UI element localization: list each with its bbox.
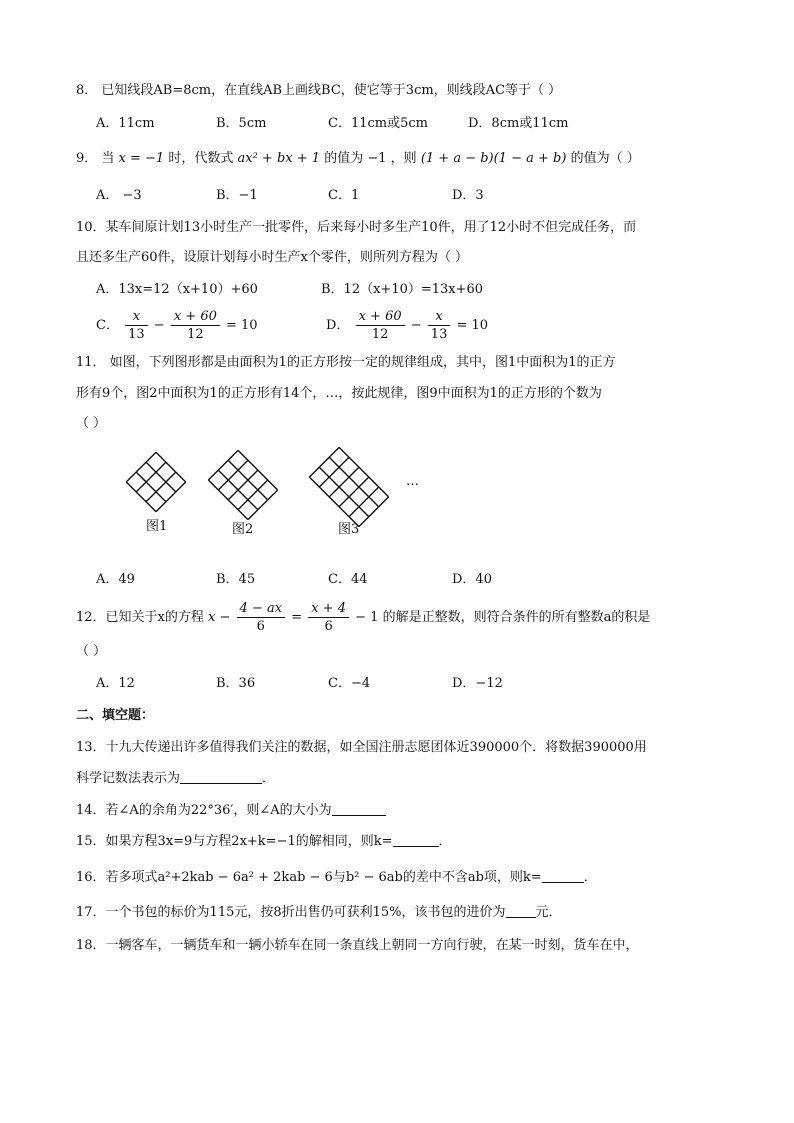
equals-sign: = [291,610,303,625]
q16-end: ． [583,870,597,885]
q10c-fraction-2 [171,308,220,343]
answer-blank[interactable] [506,903,536,918]
q13-text: 科学记数法表示为 [76,771,181,786]
q10d-fraction-1 [356,308,405,343]
answer-blank[interactable] [332,801,386,816]
q9-text-a: 9． 当 [76,151,115,166]
q10c-fraction-1 [125,308,148,343]
fraction-denominator: 6 [256,619,265,634]
fraction-numerator: x + 60 [171,308,220,326]
q10-option-c [96,308,258,343]
q15-text: 15．如果方程3x=9与方程2x+k=−1的解相同，则k= [76,834,393,849]
question-11-line-3: （ ） [76,416,107,431]
minus-sign: − [153,318,165,333]
figure-3-label: 图3 [338,522,360,537]
q12-option-c: C．−4 [328,676,371,691]
question-13-line-1: 13．十九大传递出许多值得我们关注的数据，如全国注册志愿团体近390000个．将数据390000用 [76,740,647,755]
question-13-line-2 [76,769,275,789]
question-18: 18．一辆客车，一辆货车和一辆小轿车在同一条直线上朝同一方向行驶，在某一时刻，货车在中， [76,938,639,953]
q12-lhs: x − [208,610,231,625]
q10d-fraction-2 [428,308,451,343]
fraction-numerator: x [125,308,148,326]
q8-option-c: C．11cm或5cm [328,116,428,131]
figure-ellipsis: … [406,474,419,489]
equation-rhs: = 10 [226,318,258,333]
q10-option-b: B．12（x+10）=13x+60 [321,282,484,297]
q10-option-d-label: D． [326,318,350,333]
fraction-denominator: 13 [128,327,145,342]
q9-option-d: D．3 [452,188,484,203]
fraction-denominator: 12 [187,327,204,342]
q12-option-b: B．36 [216,676,256,691]
q9-text-d: ，则 [390,151,417,166]
q9-text-c: 的值为 [324,151,364,166]
q17-end: 元． [535,905,562,920]
q12-option-d: D．−12 [452,676,503,691]
fraction-denominator: 13 [430,327,448,342]
q11-option-a: A．49 [96,572,135,587]
q9-text-e: 的值为（ ） [570,151,640,166]
q11-option-d: D．40 [452,572,492,587]
section-2-heading: 二、填空题： [76,708,155,723]
q14-text: 14．若∠A的余角为22°36′，则∠A的大小为 [76,803,332,818]
question-12-line-2: （ ） [76,644,107,659]
fraction-numerator: x + 60 [356,308,405,326]
question-8-stem: 8． 已知线段AB=8cm，在直线AB上画线BC，使它等于3cm，则线段AC等于（ ） [76,83,562,98]
figure-1-grid [126,452,185,511]
q17-text: 17．一个书包的标价为115元，按8折出售仍可获利15%，该书包的进价为 [76,905,506,920]
q9-text-b: 时，代数式 [168,151,234,166]
q10-option-c-label: C． [96,318,119,333]
q9-expression: ax² + bx + 1 [237,151,321,166]
question-10-line-2: 且还多生产60件，设原计划每小时生产x个零件，则所列方程为（ ） [76,250,469,265]
fraction-numerator: 4 − ax [237,600,286,618]
fraction-denominator: 12 [371,327,389,342]
q9-value: −1 [367,151,387,166]
question-11-line-2: 形有9个，图2中面积为1的正方形有14个，…，按此规律，图9中面积为1的正方形的个数为 [76,386,602,401]
q8-option-d: D．8cm或11cm [468,116,569,131]
q9-option-b: B．−1 [216,188,258,203]
question-9-stem [76,149,640,169]
question-14 [76,801,386,821]
question-11-line-1: 11． 如图，下列图形都是由面积为1的正方形按一定的规律组成，其中，图1中面积为1的正方 [76,355,616,370]
question-16 [76,868,597,888]
figure-2-grid [208,450,277,519]
q11-option-c: C．44 [328,572,368,587]
answer-blank[interactable] [542,868,584,883]
q10-option-d [326,308,488,343]
q9-condition: x = −1 [118,151,165,166]
q12-fraction-2 [308,600,349,635]
q13-end: ． [262,771,276,786]
q8-option-a: A．11cm [96,116,155,131]
figure-2-label: 图2 [232,522,254,537]
fraction-numerator: x [428,308,451,326]
minus-sign: − [410,318,422,333]
q9-option-a: A． −3 [96,188,142,203]
q11-option-b: B．45 [216,572,256,587]
question-12-stem [76,600,650,635]
question-17 [76,903,562,923]
q10-option-a: A．13x=12（x+10）+60 [96,282,258,297]
equation-rhs: = 10 [456,318,489,333]
q9-option-c: C．1 [328,188,360,203]
q12-fraction-1 [237,600,286,635]
answer-blank[interactable] [393,832,439,847]
q12-tail: − 1 [355,610,379,625]
figure-1-label: 图1 [146,519,168,534]
q8-option-b: B．5cm [216,116,267,131]
question-10-line-1: 10．某车间原计划13小时生产一批零件，后来每小时多生产10件，用了12小时不但完成任务，而 [76,220,637,235]
q12-text-b: 的解是正整数，则符合条件的所有整数a的积是 [382,610,651,625]
q9-expression-2: (1 + a − b)(1 − a + b) [420,151,567,166]
fraction-denominator: 6 [324,619,333,634]
figure-3-grid [309,447,388,526]
fraction-numerator: x + 4 [308,600,349,618]
q15-end: ． [438,834,452,849]
q12-option-a: A．12 [96,676,135,691]
q16-text: 16．若多项式a²+2kab − 6a² + 2kab − 6与b² − 6ab的差中不含ab项，则k= [76,870,542,885]
square-pattern-figures [0,446,794,556]
answer-blank[interactable] [180,769,262,784]
q12-text-a: 12．已知关于x的方程 [76,610,204,625]
question-15 [76,832,452,852]
